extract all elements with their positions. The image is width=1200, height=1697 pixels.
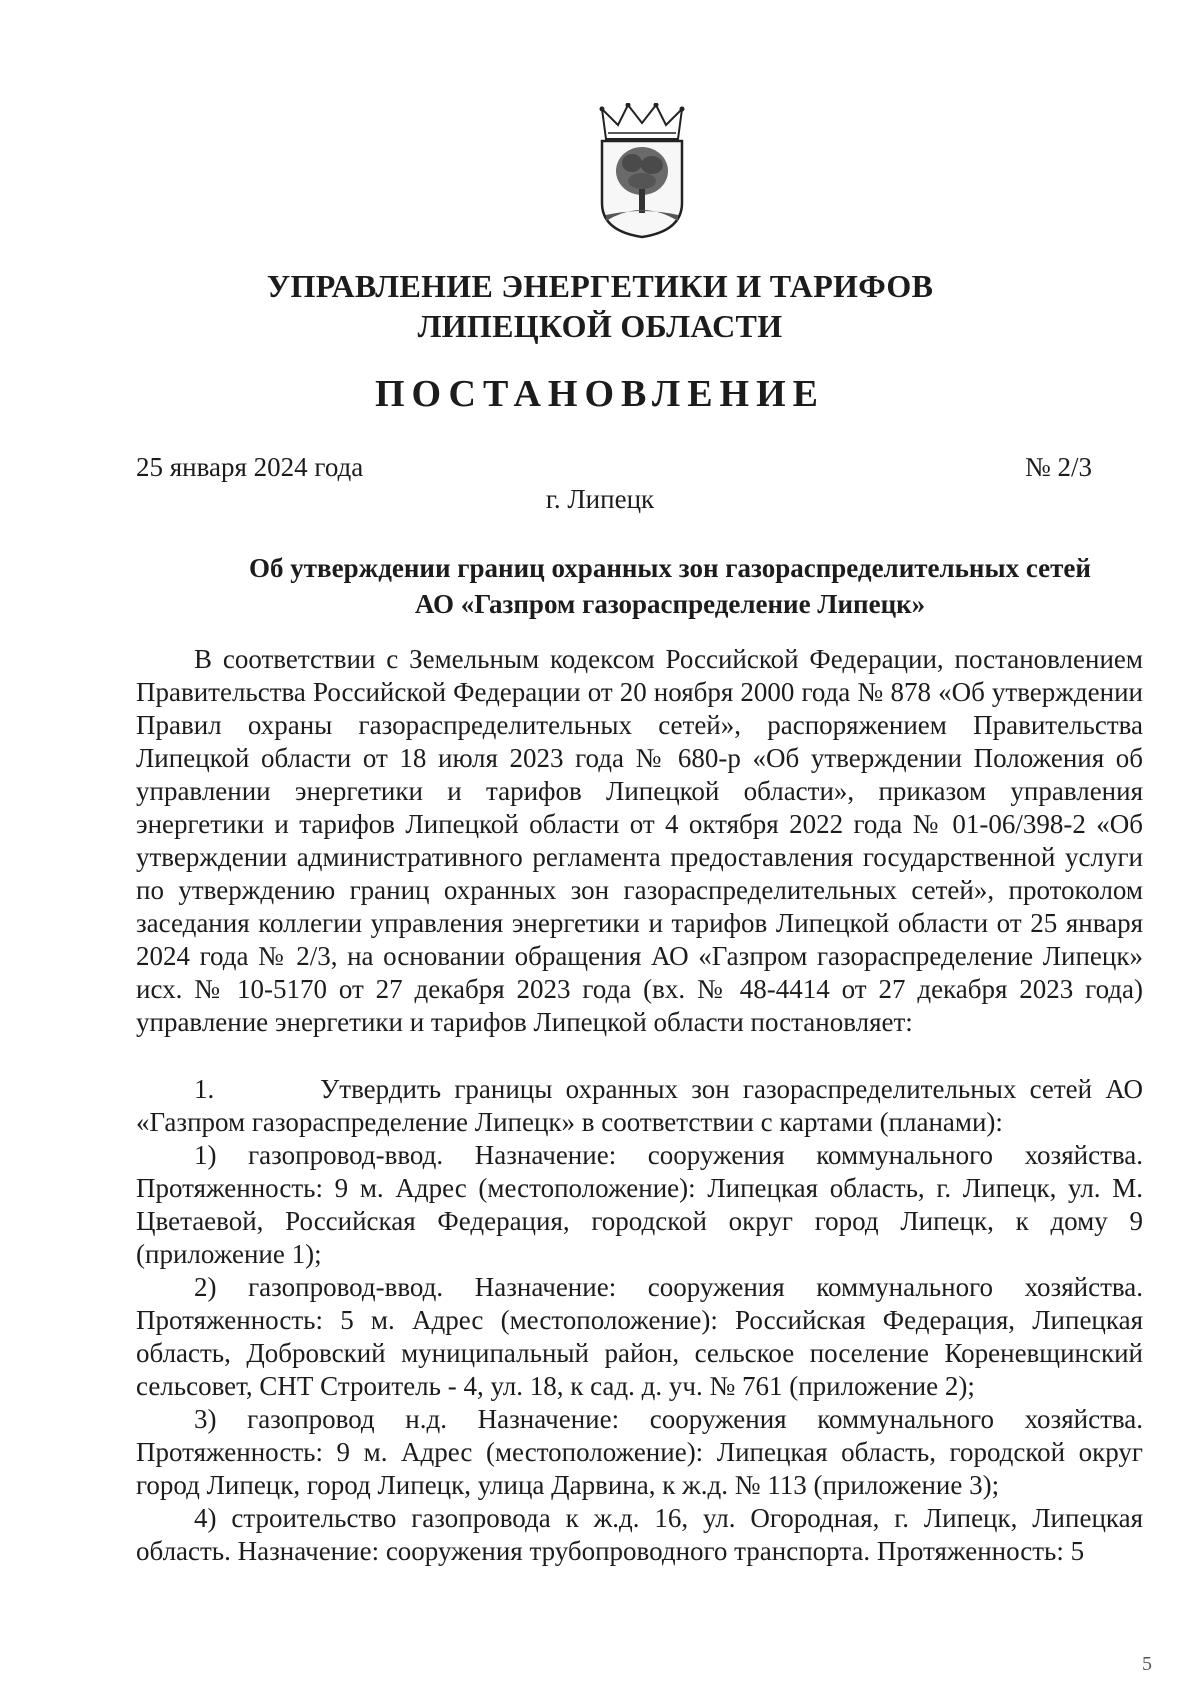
- organization-line-2: ЛИПЕЦКОЙ ОБЛАСТИ: [417, 308, 783, 344]
- subitem-3-paragraph: 3) газопровод н.д. Назначение: сооружения коммунального хозяйства. Протяженность: 9 м. Адрес (местоположение): Липецкая область, городской округ город Липецк, город Липецк, улица Дарвина, к ж.д. № 113 (приложение 3);: [136, 1404, 1143, 1500]
- subitem-2-paragraph: 2) газопровод-ввод. Назначение: сооружения коммунального хозяйства. Протяженность: 5 м. Адрес (местоположение): Российская Федерация, Липецкая область, Добровский муниципальный район, сельское поселение Кореневщинский сельсовет, СНТ Строитель - 4, ул. 18, к сад. д. уч. № 761 (приложение 2);: [136, 1272, 1143, 1401]
- document-date: 25 января 2024 года: [136, 452, 364, 482]
- page-number: 5: [1142, 1653, 1152, 1675]
- document-subject: [200, 550, 1140, 622]
- item-1-paragraph: 1. Утвердить границы охранных зон газораспределительных сетей АО «Газпром газораспределение Липецк» в соответствии с картами (планами):: [136, 1074, 1143, 1137]
- subitem-4-paragraph: 4) строительство газопровода к ж.д. 16, ул. Огородная, г. Липецк, Липецкая область. Назначение: сооружения трубопроводного транспорта. Протяженность: 5: [136, 1503, 1143, 1566]
- document-city: г. Липецк: [545, 484, 655, 514]
- document-body: [136, 643, 1143, 1568]
- organization-name: [0, 266, 1200, 346]
- organization-line-1: УПРАВЛЕНИЕ ЭНЕРГЕТИКИ И ТАРИФОВ: [266, 268, 934, 304]
- coat-of-arms-icon: [596, 103, 688, 239]
- document-type: ПОСТАНОВЛЕНИЕ: [374, 373, 826, 415]
- subitem-1-paragraph: 1) газопровод-ввод. Назначение: сооружения коммунального хозяйства. Протяженность: 9 м. Адрес (местоположение): Липецкая область, г. Липецк, ул. М. Цветаевой, Российская Федерация, городской округ город Липецк, к дому 9 (приложение 1);: [136, 1140, 1143, 1269]
- subject-line-2: АО «Газпром газораспределение Липецк»: [414, 589, 926, 619]
- subject-line-1: Об утверждении границ охранных зон газораспределительных сетей: [249, 553, 1091, 583]
- document-number: № 2/3: [1024, 452, 1092, 482]
- preamble-paragraph: В соответствии с Земельным кодексом Российской Федерации, постановлением Правительства Российской Федерации от 20 ноября 2000 года № 878 «Об утверждении Правил охраны газораспределительных сетей», распоряжением Правительства Липецкой области от 18 июля 2023 года № 680-р «Об утверждении Положения об управлении энергетики и тарифов Липецкой области», приказом управления энергетики и тарифов Липецкой области от 4 октября 2022 года № 01-06/398-2 «Об утверждении административного регламента предоставления государственной услуги по утверждению границ охранных зон газораспределительных сетей», протоколом заседания коллегии управления энергетики и тарифов Липецкой области от 25 января 2024 года № 2/3, на основании обращения АО «Газпром газораспределение Липецк» исх. № 10-5170 от 27 декабря 2023 года (вх. № 48-4414 от 27 декабря 2023 года) управление энергетики и тарифов Липецкой области постановляет:: [136, 644, 1143, 1037]
